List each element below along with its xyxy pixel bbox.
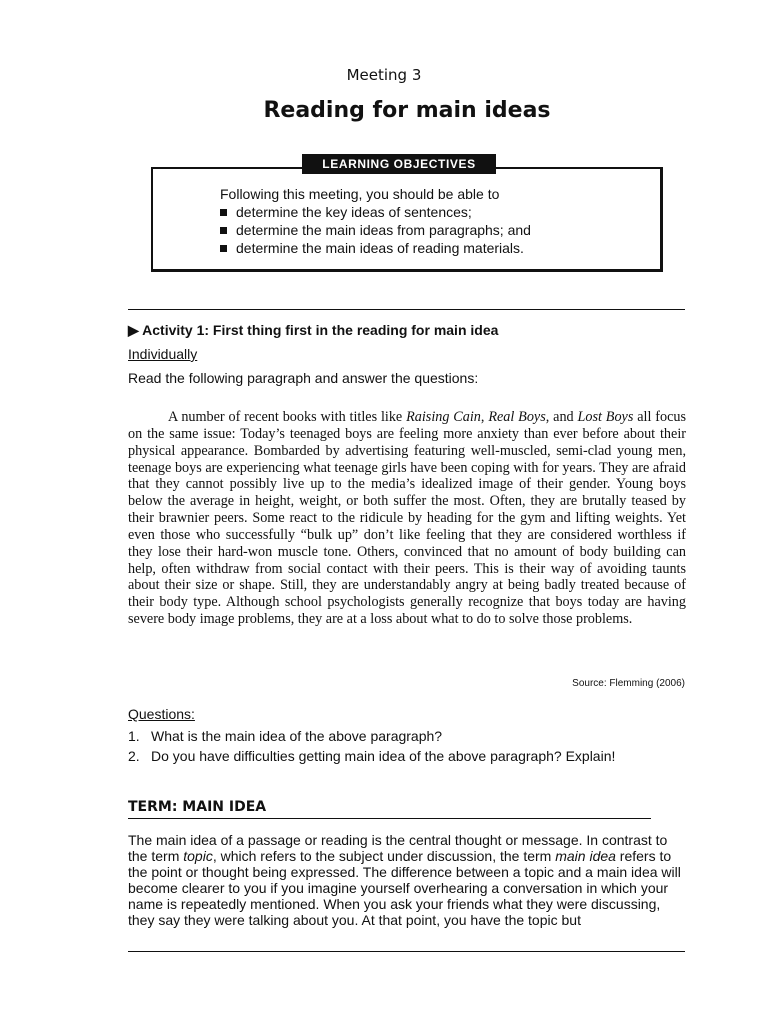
learning-objectives-label: LEARNING OBJECTIVES: [302, 154, 496, 174]
italic-text: Raising Cain: [406, 409, 481, 425]
page-title: Reading for main ideas: [263, 98, 551, 123]
reading-passage: [128, 409, 686, 628]
activity-mode: Individually: [128, 346, 198, 362]
passage-source: Source: Flemming (2006): [572, 678, 685, 689]
text-run: The main idea of a passage or reading is the central thought or message. In contrast to the term: [128, 832, 668, 865]
section-divider: [128, 309, 685, 310]
italic-text: Real Boys: [488, 409, 546, 425]
italic-text: Lost Boys: [577, 409, 634, 425]
objective-item: determine the main ideas from paragraphs; and: [220, 222, 531, 238]
footer-divider: [128, 951, 685, 952]
meeting-number: Meeting 3: [346, 66, 422, 84]
term-definition: [128, 832, 688, 929]
text-run: refers to the point or thought being expressed. The difference between a topic and a main idea will become clearer to you if you imagine yourself overhearing a conversation in which your name is repeatedly mentioned. When you ask your friends what they were discussing, they say they were talking about you. At that point, you have the topic but: [128, 848, 681, 929]
term-underline: [128, 818, 651, 819]
italic-text: topic: [183, 848, 213, 865]
objectives-intro: Following this meeting, you should be able to: [220, 186, 500, 202]
objective-item: determine the key ideas of sentences;: [220, 204, 472, 220]
text-run: ,: [480, 409, 489, 425]
questions-heading: Questions:: [128, 706, 195, 722]
square-bullet-icon: [220, 245, 227, 252]
text-run: all focus on the same issue: Today’s teenaged boys are feeling more anxiety than ever before about their physical appearance. Bombarded by advertising featuring well-muscled, semi-clad young men, teenage boys are experiencing what teenage girls have been coping with for years. They are afraid that they cannot possibly live up to the media’s idealized image of their gender. Young boys below the average in height, weight, or both suffer the most. Often, they are brutally teased by their brawnier peers. Some react to the ridicule by heading for the gym and lifting weights. Yet even those who successfully “bulk up” don’t like feeling that they are considered worthless if they lose their hard-won muscle tone. Others, convinced that no amount of body building can help, often withdraw from social contact with their peers. This is their way of avoiding taunts about their size or shape. Still, they are understandably angry at being badly treated because of their body type. Although school psychologists generally recognize that boys today are having severe body image problems, they are at a loss about what to do to solve those problems.: [128, 409, 687, 628]
text-run: , and: [545, 409, 578, 425]
italic-text: main idea: [555, 848, 616, 865]
question-item: 2. Do you have difficulties getting main idea of the above paragraph? Explain!: [128, 748, 616, 764]
term-heading: TERM: MAIN IDEA: [128, 799, 267, 815]
square-bullet-icon: [220, 227, 227, 234]
objective-item: determine the main ideas of reading materials.: [220, 240, 524, 256]
square-bullet-icon: [220, 209, 227, 216]
text-run: A number of recent books with titles like: [168, 409, 407, 425]
activity-instruction: Read the following paragraph and answer the questions:: [128, 370, 479, 386]
activity-title: ▶ Activity 1: First thing first in the reading for main idea: [128, 322, 499, 338]
text-run: , which refers to the subject under discussion, the term: [212, 848, 556, 865]
question-item: 1. What is the main idea of the above paragraph?: [128, 728, 443, 744]
